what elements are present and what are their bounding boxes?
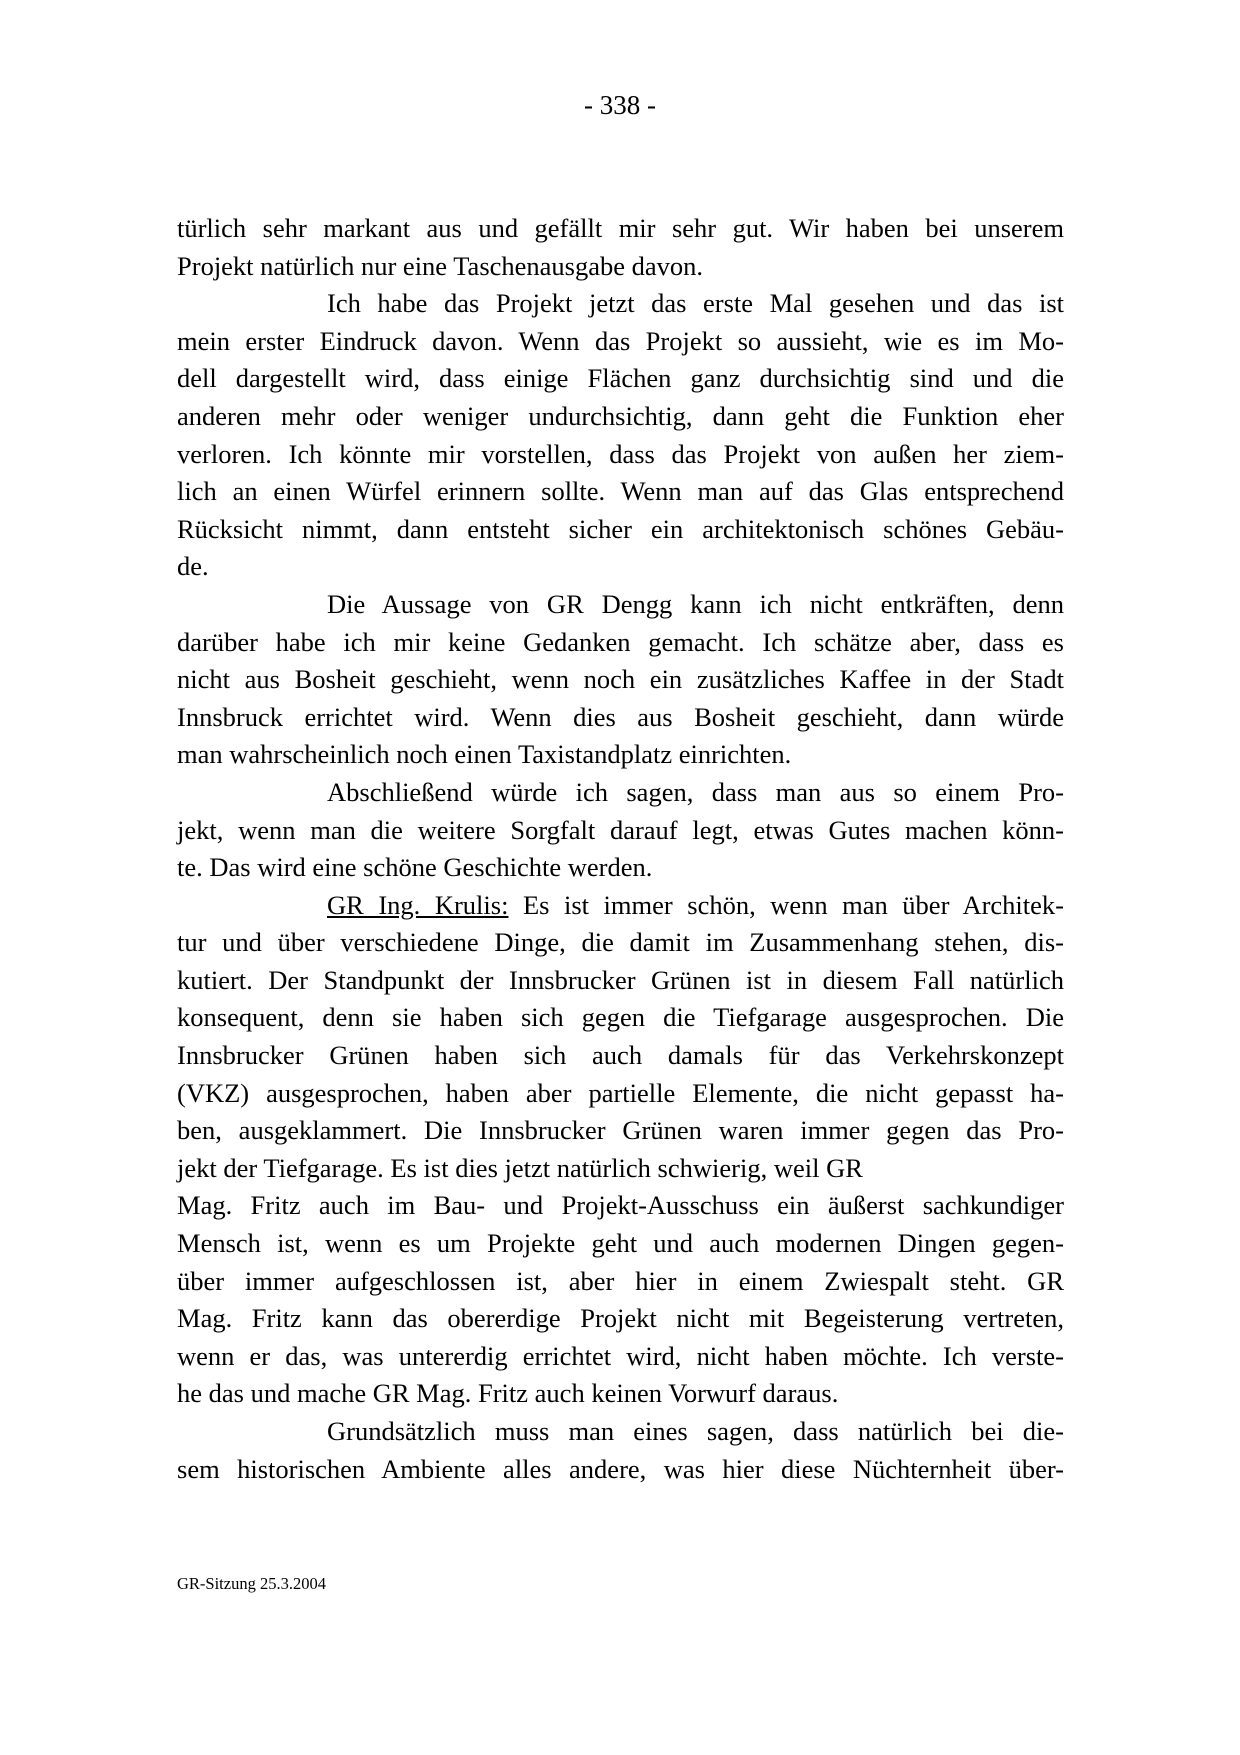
text-line	[177, 1375, 1064, 1413]
text-line	[177, 812, 1064, 850]
line-text: Grundsätzlich muss man eines sagen, dass natürlich bei die-	[327, 1416, 1064, 1446]
line-text: sem historischen Ambiente alles andere, was hier diese Nüchternheit über-	[177, 1453, 1064, 1484]
speaker-name: GR Ing. Krulis:	[327, 889, 509, 920]
text-line	[177, 398, 1064, 436]
text-line	[177, 1150, 1064, 1188]
text-line	[177, 1225, 1064, 1263]
text-line	[177, 699, 1064, 737]
text-line	[177, 1112, 1064, 1150]
text-line	[177, 661, 1064, 699]
line-text: Die Aussage von GR Dengg kann ich nicht entkräften, denn	[327, 588, 1064, 619]
line-text: darüber habe ich mir keine Gedanken gemacht. Ich schätze aber, dass es	[177, 626, 1064, 657]
text-line	[177, 436, 1064, 474]
line-text: über immer aufgeschlossen ist, aber hier in einem Zwiespalt steht. GR	[177, 1265, 1064, 1296]
line-text: ben, ausgeklammert. Die Innsbrucker Grünen waren immer gegen das Pro-	[177, 1115, 1064, 1146]
line-text: lich an einen Würfel erinnern sollte. Wenn man auf das Glas entsprechend	[177, 476, 1064, 507]
line-text: Innsbrucker Grünen haben sich auch damals für das Verkehrskonzept	[177, 1040, 1064, 1071]
text-line	[177, 1300, 1064, 1338]
text-line	[177, 849, 1064, 887]
line-text: de.	[177, 551, 209, 582]
line-text: Mensch ist, wenn es um Projekte geht und auch modernen Dingen gegen-	[177, 1228, 1064, 1259]
line-text: verloren. Ich könnte mir vorstellen, dass das Projekt von außen her ziem-	[177, 438, 1064, 469]
text-line	[177, 285, 1064, 323]
text-line	[177, 548, 1064, 586]
text-line	[177, 360, 1064, 398]
text-line	[177, 323, 1064, 361]
line-text: Es ist immer schön, wenn man über Architek-	[508, 889, 1064, 920]
line-text: Mag. Fritz auch im Bau- und Projekt-Ausschuss ein äußerst sachkundiger	[177, 1190, 1064, 1221]
text-line	[177, 774, 1064, 812]
line-text: Ich habe das Projekt jetzt das erste Mal gesehen und das ist	[327, 288, 1064, 319]
line-text: jekt der Tiefgarage. Es ist dies jetzt natürlich schwierig, weil GR	[177, 1152, 863, 1183]
text-line	[177, 924, 1064, 962]
text-line	[177, 1037, 1064, 1075]
line-text: man wahrscheinlich noch einen Taxistandplatz einrichten.	[177, 739, 792, 770]
line-text: Projekt natürlich nur eine Taschenausgabe davon.	[177, 250, 704, 281]
page-number: - 338 -	[584, 90, 656, 120]
text-line	[177, 624, 1064, 662]
line-text: (VKZ) ausgesprochen, haben aber partielle Elemente, die nicht gepasst ha-	[177, 1077, 1064, 1108]
text-line	[177, 586, 1064, 624]
page-footer: GR-Sitzung 25.3.2004	[177, 1574, 326, 1593]
line-text: he das und mache GR Mag. Fritz auch keinen Vorwurf daraus.	[177, 1378, 839, 1409]
paragraph	[177, 586, 1064, 774]
document-body	[177, 210, 1064, 1488]
paragraph	[177, 1413, 1064, 1488]
text-line	[177, 210, 1064, 248]
text-line	[177, 248, 1064, 286]
paragraph	[177, 210, 1064, 285]
text-line	[177, 473, 1064, 511]
text-line	[177, 962, 1064, 1000]
line-text: anderen mehr oder weniger undurchsichtig, dann geht die Funktion eher	[177, 400, 1064, 431]
line-text: tur und über verschiedene Dinge, die damit im Zusammenhang stehen, dis-	[177, 927, 1064, 958]
line-text: mein erster Eindruck davon. Wenn das Projekt so aussieht, wie es im Mo-	[177, 325, 1064, 356]
text-line	[177, 1338, 1064, 1376]
text-line	[177, 511, 1064, 549]
text-line	[177, 1263, 1064, 1301]
line-text: nicht aus Bosheit geschieht, wenn noch ein zusätzliches Kaffee in der Stadt	[177, 664, 1064, 695]
line-text: kutiert. Der Standpunkt der Innsbrucker Grünen ist in diesem Fall natürlich	[177, 964, 1064, 995]
line-text: Mag. Fritz kann das obererdige Projekt nicht mit Begeisterung vertreten,	[177, 1303, 1064, 1334]
line-text: wenn er das, was untererdig errichtet wird, nicht haben möchte. Ich verste-	[177, 1340, 1064, 1371]
text-line	[177, 999, 1064, 1037]
text-line	[177, 1075, 1064, 1113]
line-text: jekt, wenn man die weitere Sorgfalt darauf legt, etwas Gutes machen könn-	[177, 814, 1064, 845]
text-line	[177, 887, 1064, 925]
line-text: konsequent, denn sie haben sich gegen die Tiefgarage ausgesprochen. Die	[177, 1002, 1064, 1033]
line-text: Rücksicht nimmt, dann entsteht sicher ein architektonisch schönes Gebäu-	[177, 513, 1064, 544]
line-text: Abschließend würde ich sagen, dass man aus so einem Pro-	[327, 776, 1064, 807]
line-text: dell dargestellt wird, dass einige Flächen ganz durchsichtig sind und die	[177, 363, 1064, 394]
text-line	[177, 736, 1064, 774]
line-text: türlich sehr markant aus und gefällt mir sehr gut. Wir haben bei unserem	[177, 213, 1064, 243]
paragraph	[177, 887, 1064, 1413]
paragraph	[177, 285, 1064, 586]
line-text: Innsbruck errichtet wird. Wenn dies aus Bosheit geschieht, dann würde	[177, 701, 1064, 732]
text-line	[177, 1451, 1064, 1489]
paragraph	[177, 774, 1064, 887]
text-line	[177, 1187, 1064, 1225]
line-text: te. Das wird eine schöne Geschichte werden.	[177, 852, 653, 883]
text-line	[177, 1413, 1064, 1451]
